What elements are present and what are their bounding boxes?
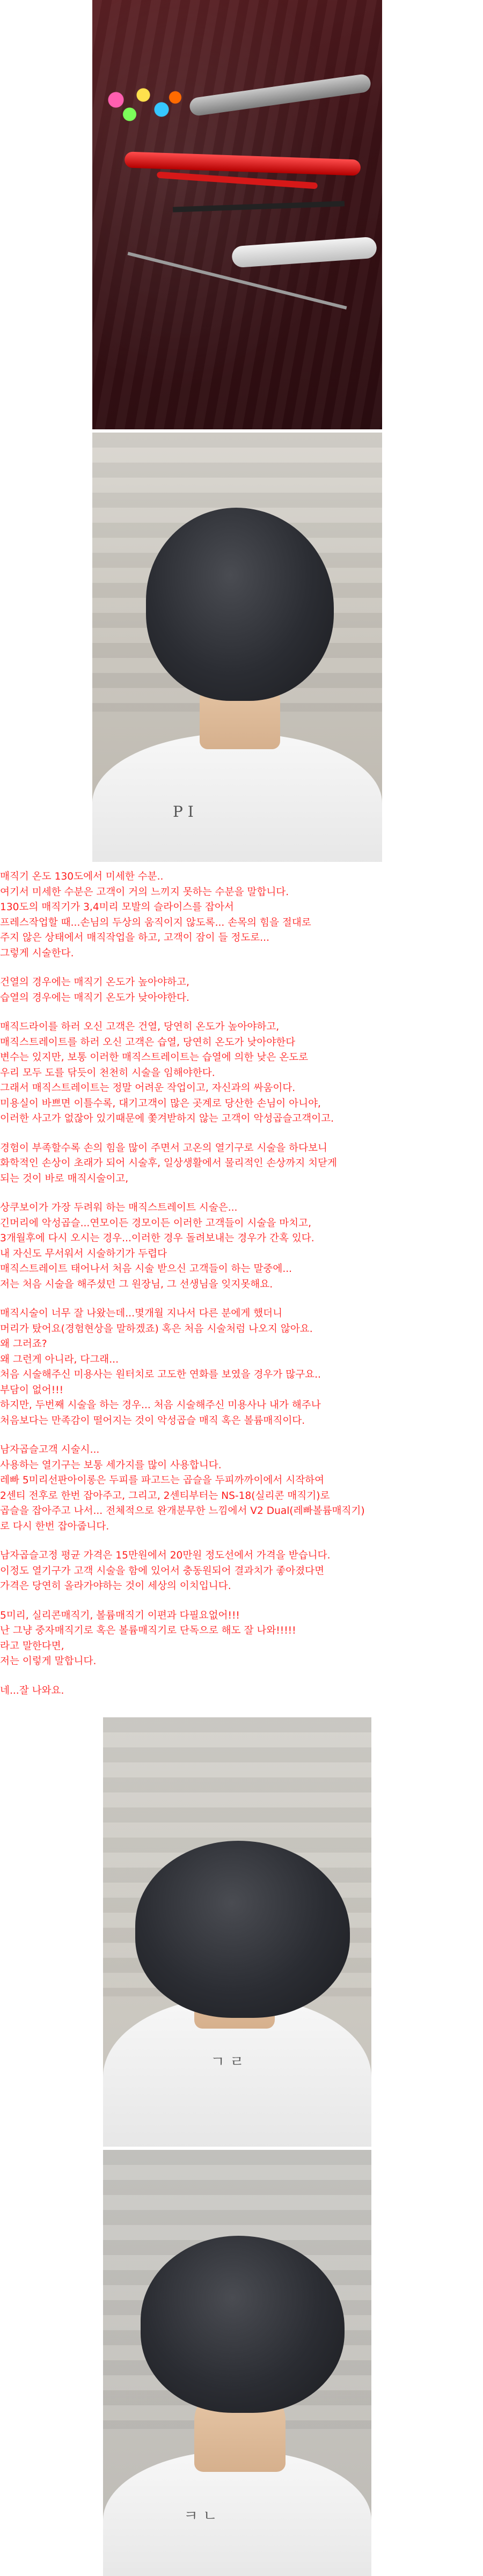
text-line: 미용실이 바쁘면 이틀수록, 대기고객이 많은 곳계로 당산한 손님이 아니야, (0, 1097, 321, 1109)
text-line: 처음 시술해주신 미용사는 원터치로 고도한 연화를 보였을 경우가 많구요.. (0, 1369, 321, 1380)
text-line: 매직기 온도 130도에서 미세한 수분.. (0, 871, 164, 882)
text-line: 경험이 부족할수록 손의 힘을 많이 주면서 고온의 열기구로 시술을 하다보니 (0, 1142, 328, 1154)
salon-cape (92, 733, 382, 862)
cape-letters: ㅋ ㄴ (184, 2507, 217, 2524)
towel-texture (92, 0, 382, 429)
paragraph (0, 975, 483, 1006)
text-line: 처음보다는 만족감이 떨어지는 것이 악성곱슬 매직 혹은 볼륨매직이다. (0, 1415, 305, 1426)
paragraph (0, 1141, 483, 1187)
text-line: 주지 않은 상태에서 매직작업을 하고, 고객이 잠이 들 정도로... (0, 932, 270, 943)
text-line: 부담이 없어!!! (0, 1384, 64, 1396)
text-line: 상쿠보이가 가장 두려워 하는 매직스트레이트 시술은... (0, 1202, 238, 1213)
text-line: 2센티 전후로 한번 잡아주고, 그리고, 2센티부터는 NS-18(실리콘 매직기)로 (0, 1490, 330, 1502)
paragraph (0, 1684, 483, 1699)
text-line: 화학적인 손상이 초래가 되어 시술후, 일상생활에서 물리적인 손상까지 치닫게 (0, 1158, 337, 1169)
paragraph (0, 1443, 483, 1534)
text-line: 매직스트레이트를 하러 오신 고객은 습열, 당연히 온도가 낮아야한다 (0, 1036, 296, 1048)
text-line: 남자곱슬고정 평균 가격은 15만원에서 20만원 정도선에서 가격을 받습니다. (0, 1550, 331, 1561)
text-line: 습열의 경우에는 매직기 온도가 낮아야한다. (0, 992, 189, 1004)
cape-letters: ㄱ ㄹ (210, 2053, 244, 2070)
paragraph (0, 1608, 483, 1670)
text-line: 5미리, 실리콘매직기, 볼륨매직기 이편과 다필요없어!!! (0, 1609, 240, 1621)
paragraph (0, 1020, 483, 1127)
text-line: 그래서 매직스트레이트는 정말 어려운 작업이고, 자신과의 싸움이다. (0, 1082, 296, 1094)
text-line: 여기서 미세한 수분은 고객이 거의 느끼지 못하는 수분을 말합니다. (0, 886, 289, 898)
paragraph (0, 1201, 483, 1292)
text-line: 긴머리에 악성곱슬...연모이든 경모이든 이러한 고객들이 시술을 마치고, (0, 1217, 311, 1229)
text-line: 130도의 매직기가 3,4미리 모발의 슬라이스를 잡아서 (0, 902, 234, 913)
text-line: 로 다시 한번 잡아줍니다. (0, 1520, 109, 1532)
text-line: 3개월후에 다시 오시는 경우...이러한 경우 돌려보내는 경우가 간혹 있다. (0, 1233, 314, 1244)
paragraph (0, 1306, 483, 1429)
photo-hair-back-2 (103, 1717, 371, 2147)
text-line: 변수는 있지만, 보통 이러한 매직스트레이트는 습열에 의한 낮은 온도로 (0, 1052, 309, 1063)
text-line: 매직시술이 너무 잘 나왔는데...몇개월 지나서 다른 분에게 했더니 (0, 1308, 283, 1319)
text-line: 저는 처음 시술을 해주셨던 그 원장님, 그 선생님을 잊지못해요. (0, 1278, 273, 1290)
hair-clips (98, 80, 189, 129)
text-line: 왜 그러죠? (0, 1338, 47, 1350)
text-line: 프레스작업할 때...손님의 두상의 움직이지 않도록... 손목의 힘을 절대로 (0, 917, 311, 928)
text-line: 왜 그런게 아니라, 다그래... (0, 1353, 119, 1365)
paragraph (0, 1548, 483, 1594)
photo-styling-tools (92, 0, 382, 429)
text-line: 가격은 당연히 올라가야하는 것이 세상의 이치입니다. (0, 1580, 231, 1592)
text-line: 난 그냥 중자매직기로 혹은 볼륨매직기로 단독으로 해도 잘 나와!!!!! (0, 1625, 296, 1636)
text-line: 내 자신도 무서워서 시술하기가 두렵다 (0, 1248, 167, 1260)
text-line: 매직스트레이트 태어나서 처음 시술 받으신 고객들이 하는 말중에... (0, 1263, 292, 1275)
text-line: 남자곱슬고객 시술시... (0, 1444, 100, 1455)
text-line: 이정도 열기구가 고객 시술을 함에 있어서 충동원되어 결과치가 좋아졌다면 (0, 1565, 325, 1577)
photo-hair-back-1 (92, 433, 382, 862)
text-line: 레빠 5미리선판아이롱은 두피를 파고드는 곱슬을 두피까까이에서 시작하여 (0, 1475, 325, 1486)
cape-letters: P I (173, 803, 194, 821)
text-line: 사용하는 열기구는 보통 세가지를 많이 사용합니다. (0, 1459, 222, 1471)
text-line: 머리가 탔어요(경험현상을 말하겠죠) 혹은 처음 시술처럼 나오지 않아요. (0, 1323, 313, 1335)
text-line: 네...잘 나와요. (0, 1685, 64, 1696)
text-line: 라고 말한다면, (0, 1640, 64, 1652)
article-text (0, 869, 483, 1713)
text-line: 그렇게 시술한다. (0, 947, 74, 959)
paragraph (0, 869, 483, 961)
text-line: 건열의 경우에는 매직기 온도가 높아야하고, (0, 977, 189, 988)
text-line: 우리 모두 도를 닦듯이 천천히 시술을 임해야한다. (0, 1067, 215, 1079)
text-line: 하지만, 두번째 시술을 하는 경우... 처음 시술해주신 미용사나 내가 해주나 (0, 1400, 321, 1411)
text-line: 곱슬을 잡아주고 나서... 전체적으로 완개분무한 느낌에서 V2 Dual(레빠볼륨매직기) (0, 1505, 365, 1517)
text-line: 되는 것이 바로 매직시술이고, (0, 1173, 129, 1184)
text-line: 매직드라이를 하러 오신 고객은 건열, 당연히 온도가 높아야하고, (0, 1021, 280, 1033)
text-line: 저는 이렇게 말합니다. (0, 1656, 97, 1667)
photo-hair-side (103, 2150, 371, 2576)
text-line: 이러한 사고가 없잖아 있기때문에 쫓겨받하지 않는 고객이 악성곱슬고객이고. (0, 1113, 334, 1124)
